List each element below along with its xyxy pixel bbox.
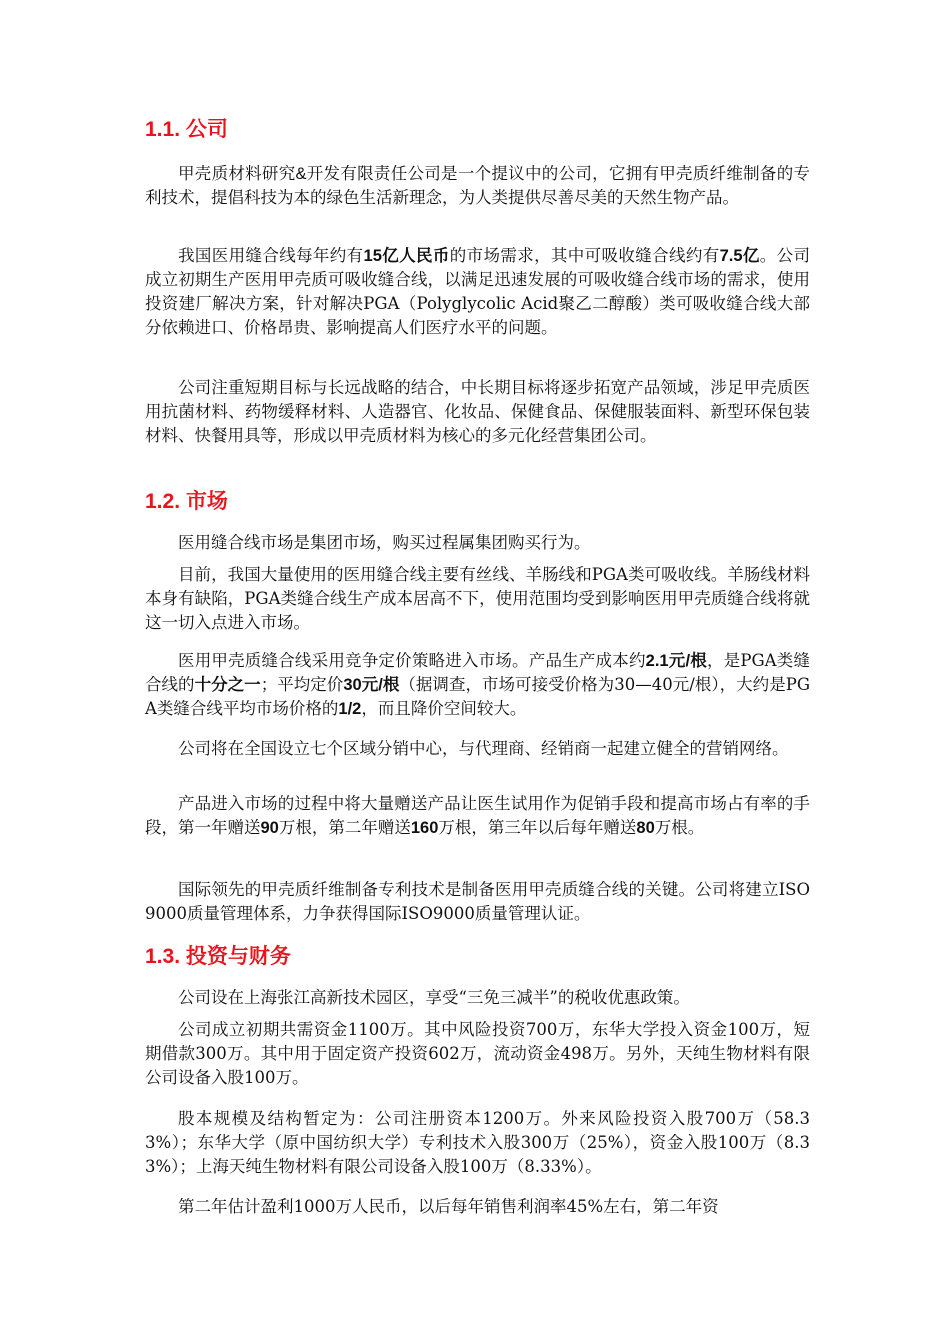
emphasis-text: 7.5亿 xyxy=(719,247,760,265)
emphasis-text: 80 xyxy=(636,819,655,837)
company-name-text: 甲壳质材料研究&开发有限责任公司 xyxy=(178,165,442,183)
paragraph-market-current xyxy=(145,563,810,635)
paragraph-text: 公司将在全国设立七个区域分销中心，与代理商、经销商一起建立健全的营销网络。 xyxy=(178,739,789,758)
paragraph-text: 万根。 xyxy=(654,818,705,837)
paragraph-text: （据调查，市场可接受价格为30—40元/根），大约是PGA类缝合线平均市场价格的 xyxy=(145,675,811,718)
paragraph-text: ，而且降价空间较大。 xyxy=(361,699,527,718)
emphasis-text: 160 xyxy=(410,819,439,837)
emphasis-text: 十分之一 xyxy=(194,676,261,694)
paragraph-company-market-demand xyxy=(145,244,810,340)
paragraph-text: 国际领先的甲壳质纤维制备专利技术是制备医用甲壳质缝合线的关键。公司将建立ISO9000质量管理体系，力争获得国际ISO9000质量管理认证。 xyxy=(145,880,810,923)
paragraph-text: 的市场需求，其中可吸收缝合线约有 xyxy=(449,246,720,265)
paragraph-market-distribution xyxy=(145,737,810,761)
paragraph-market-promotion xyxy=(145,792,810,840)
paragraph-market-pricing xyxy=(145,649,810,721)
section-heading-market: 1.2. 市场 xyxy=(145,490,228,513)
paragraph-text: 目前，我国大量使用的医用缝合线主要有丝线、羊肠线和PGA类可吸收线。羊肠线材料本身有缺陷，PGA类缝合线生产成本居高不下，使用范围均受到影响医用甲壳质缝合线将就这一切入点进入市场。 xyxy=(145,565,810,632)
paragraph-text: 我国医用缝合线每年约有 xyxy=(178,246,364,265)
paragraph-text: ，是PGA类缝合线的 xyxy=(145,651,811,694)
paragraph-text: 公司成立初期共需资金1100万。其中风险投资700万，东华大学投入资金100万，短期借款300万。其中用于固定资产投资602万，流动资金498万。另外，天纯生物材料有限公司设备入股100万。 xyxy=(145,1020,810,1087)
paragraph-text: 股本规模及结构暂定为：公司注册资本1200万。外来风险投资入股700万（58.33%）；东华大学（原中国纺织大学）专利技术入股300万（25%），资金入股100万（8.33%）；上海天纯生物材料有限公司设备入股100万（8.33%）。 xyxy=(145,1109,810,1176)
emphasis-text: 1/2 xyxy=(338,700,362,718)
paragraph-text: 是一个提议中的公司，它拥有甲壳质纤维制备的专利技术，提倡科技为本的绿色生活新理念，为人类提供尽善尽美的天然生物产品。 xyxy=(145,164,810,207)
paragraph-text: 公司设在上海张江高新技术园区，享受“三免三减半”的税收优惠政策。 xyxy=(178,988,690,1007)
paragraph-text: 第二年估计盈利1000万人民币，以后每年销售利润率45%左右，第二年资 xyxy=(178,1197,719,1216)
paragraph-text: ；平均定价 xyxy=(260,675,344,694)
section-heading-investment: 1.3. 投资与财务 xyxy=(145,945,291,968)
paragraph-investment-profit xyxy=(145,1195,810,1219)
paragraph-text: 万根，第二年赠送 xyxy=(278,818,411,837)
paragraph-investment-capital xyxy=(145,1018,810,1090)
paragraph-investment-location xyxy=(145,986,810,1010)
paragraph-text: 医用甲壳质缝合线采用竞争定价策略进入市场。产品生产成本约 xyxy=(178,651,646,670)
emphasis-text: 90 xyxy=(260,819,279,837)
paragraph-market-buyers xyxy=(145,531,810,555)
paragraph-market-quality xyxy=(145,878,810,926)
paragraph-company-strategy xyxy=(145,376,810,448)
emphasis-text: 15亿人民币 xyxy=(363,247,450,265)
paragraph-text: 。公司成立初期生产医用甲壳质可吸收缝合线，以满足迅速发展的可吸收缝合线市场的需求，使用投资建厂解决方案，针对解决PGA（Polyglycolic Acid聚乙二醇酸）类可吸收缝合线大部分依赖进口、价格昂贵、影响提高人们医疗水平的问题。 xyxy=(145,246,811,337)
paragraph-text: 医用缝合线市场是集团市场，购买过程属集团购买行为。 xyxy=(178,533,591,552)
paragraph-company-intro xyxy=(145,162,810,210)
emphasis-text: 30元/根 xyxy=(343,676,400,694)
section-heading-company: 1.1. 公司 xyxy=(145,118,228,141)
paragraph-text: 万根，第三年以后每年赠送 xyxy=(438,818,637,837)
paragraph-investment-equity xyxy=(145,1107,810,1179)
paragraph-text: 公司注重短期目标与长远战略的结合，中长期目标将逐步拓宽产品领域，涉足甲壳质医用抗菌材料、药物缓释材料、人造器官、化妆品、保健食品、保健服装面料、新型环保包装材料、快餐用具等，形成以甲壳质材料为核心的多元化经营集团公司。 xyxy=(145,378,810,445)
paragraph-text: 产品进入市场的过程中将大量赠送产品让医生试用作为促销手段和提高市场占有率的手段，第一年赠送 xyxy=(145,794,810,837)
emphasis-text: 2.1元/根 xyxy=(645,652,707,670)
